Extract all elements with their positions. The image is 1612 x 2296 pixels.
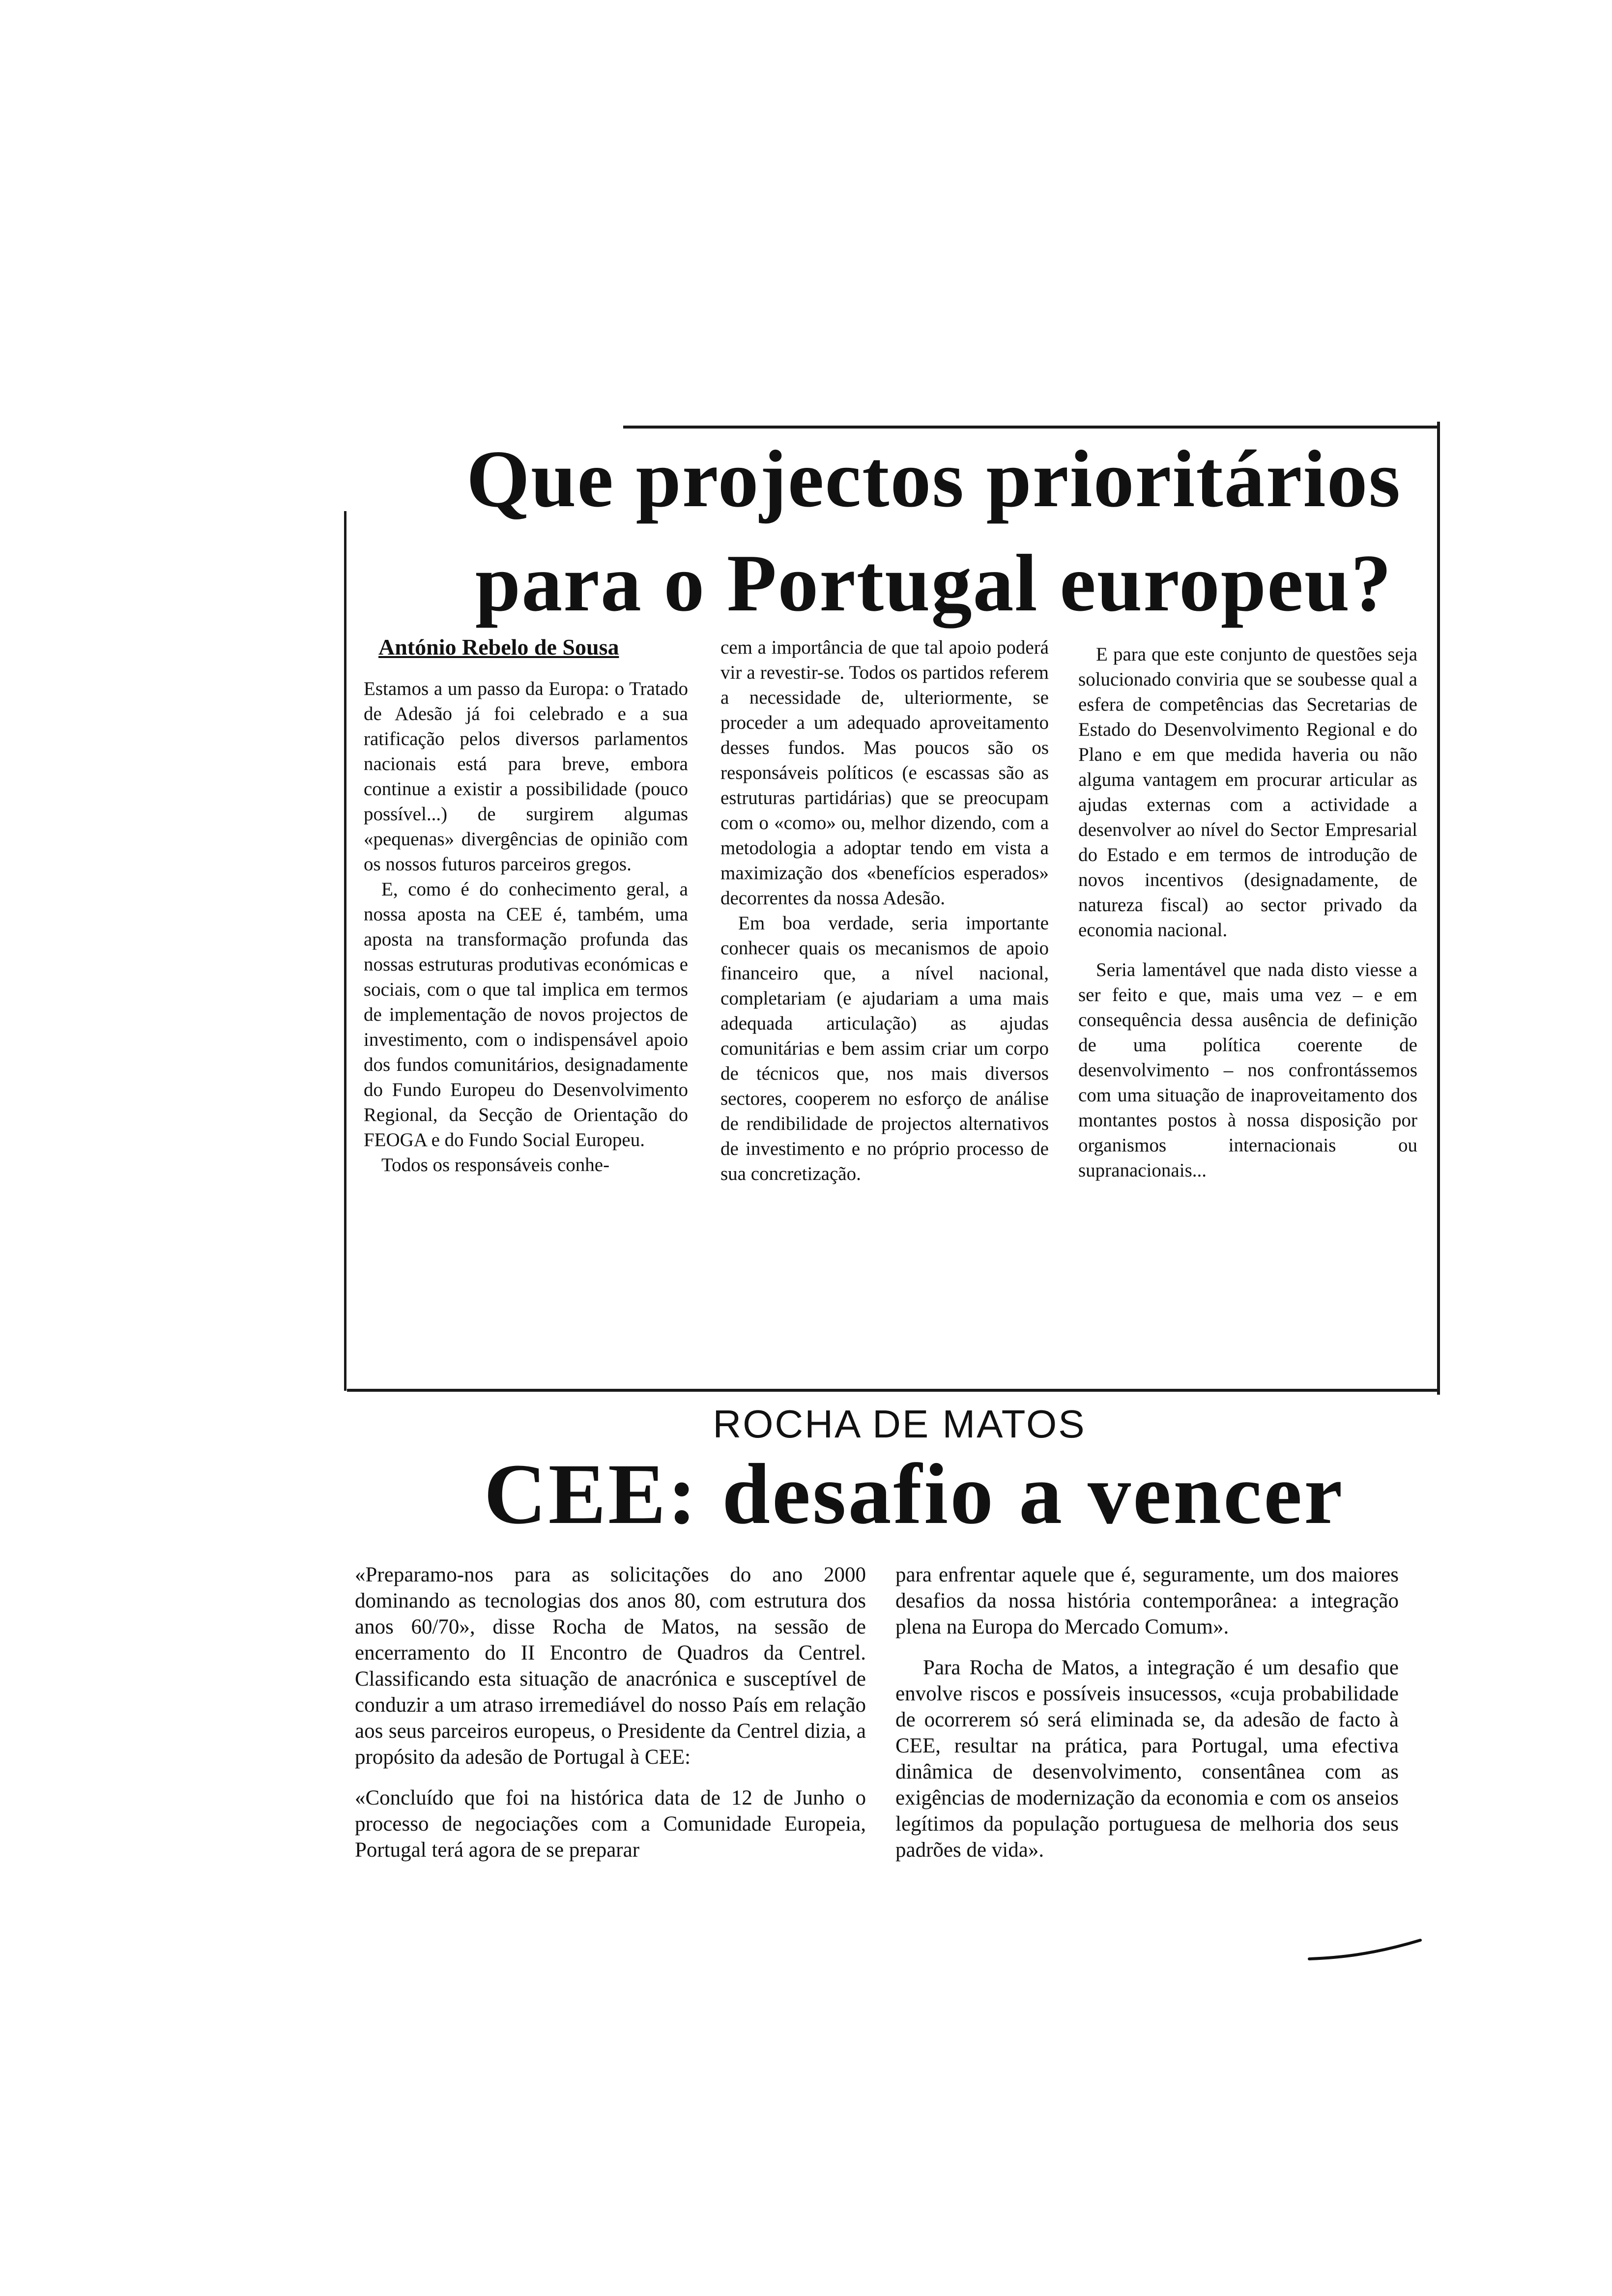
article-2-column-2	[895, 1562, 1399, 1863]
paragraph: «Preparamo-nos para as solicitações do ano 2000 dominando as tecnologias dos anos 80, com estrutura dos anos 60/70», disse Rocha de Matos, na sessão de encerramento do II Encontro de Quadros da Centrel. Classificando esta situação de anacrónica e susceptível de conduzir a um atraso irremediável do nosso País em relação aos seus parceiros europeus, o Presidente da Centrel dizia, a propósito da adesão de Portugal à CEE:	[355, 1563, 866, 1769]
paragraph: Seria lamentável que nada disto viesse a ser feito e que, mais uma vez – e em consequência dessa ausência de definição de uma política coerente de desenvolvimento – nos confrontássemos com uma situação de inaproveitamento dos montantes postos à nossa disposição por organismos internacionais ou supranacionais...	[1078, 959, 1417, 1181]
article-2-column-1	[355, 1562, 866, 1863]
article-2-author: ROCHA DE MATOS	[713, 1402, 1086, 1446]
article-column-3	[1078, 642, 1417, 1183]
paragraph: E para que este conjunto de questões seja solucionado conviria que se soubesse qual a esfera de competências das Secretarias de Estado do Desenvolvimento Regional e do Plano e em que medida haveria ou não alguma vantagem em procurar articular as ajudas externas com a actividade a desenvolver ao nível do Sector Empresarial do Estado e em termos de introdução de novos incentivos (designadamente, de natureza fiscal) ao sector privado da economia nacional.	[1078, 644, 1417, 941]
headline-line-2: para o Portugal europeu?	[475, 538, 1393, 628]
end-flourish-mark	[1307, 1936, 1425, 1966]
article-headline	[423, 427, 1445, 635]
article-column-1	[364, 676, 688, 1177]
paragraph: Todos os responsáveis conhe-	[381, 1154, 610, 1176]
byline: António Rebelo de Sousa	[378, 634, 619, 660]
paragraph: Para Rocha de Matos, a integração é um desafio que envolve riscos e possíveis insucessos, «cuja probabilidade de ocorrerem só será eliminada se, da adesão de facto à CEE, resultar na prática, para Portugal, uma efectiva dinâmica de desenvolvimento, consentânea com as exigências de modernização da economia e com os anseios legítimos da população portuguesa de melhoria dos seus padrões de vida».	[895, 1656, 1399, 1862]
paragraph: Em boa verdade, seria importante conhecer quais os mecanismos de apoio financeiro que, a nível nacional, completariam (e ajudariam a uma mais adequada articulação) as ajudas comunitárias e bem assim criar um corpo de técnicos que, nos mais diversos sectores, cooperem no esforço de análise de rendibilidade de projectos alternativos de investimento e no próprio processo de sua concretização.	[720, 913, 1049, 1184]
paragraph: para enfrentar aquele que é, seguramente, um dos maiores desafios da nossa história contemporânea: a integração plena na Europa do Mercado Comum».	[895, 1563, 1399, 1638]
left-border	[344, 511, 346, 1391]
paragraph: E, como é do conhecimento geral, a nossa aposta na CEE é, também, uma aposta na transformação profunda das nossas estruturas produtivas económicas e sociais, com o que tal implica em termos de implementação de novos projectos de investimento, com o indispensável apoio dos fundos comunitários, designadamente do Fundo Europeu do Desenvolvimento Regional, da Secção de Orientação do FEOGA e do Fundo Social Europeu.	[364, 879, 688, 1150]
bottom-rule	[347, 1389, 1440, 1392]
headline-line-1: Que projectos prioritários	[466, 433, 1402, 524]
paragraph: cem a importância de que tal apoio poderá vir a revestir-se. Todos os partidos referem a necessidade de, ulteriormente, se proceder a um adequado aproveitamento desses fundos. Mas poucos são os responsáveis políticos (e escassas são as estruturas partidárias) que se preocupam com o «como» ou, melhor dizendo, com a metodologia a adoptar tendo em vista a maximização dos «benefícios esperados» decorrentes da nossa Adesão.	[720, 637, 1049, 909]
paragraph: «Concluído que foi na histórica data de 12 de Junho o processo de negociações com a Comunidade Europeia, Portugal terá agora de se preparar	[355, 1786, 866, 1862]
article-2-headline: CEE: desafio a vencer	[484, 1446, 1345, 1542]
article-column-2	[720, 635, 1049, 1186]
paragraph: Estamos a um passo da Europa: o Tratado de Adesão já foi celebrado e a sua ratificação pelos diversos parlamentos nacionais está para breve, embora continue a existir a possibilidade (pouco possível...) de surgirem algumas «pequenas» divergências de opinião com os nossos futuros parceiros gregos.	[364, 678, 688, 875]
